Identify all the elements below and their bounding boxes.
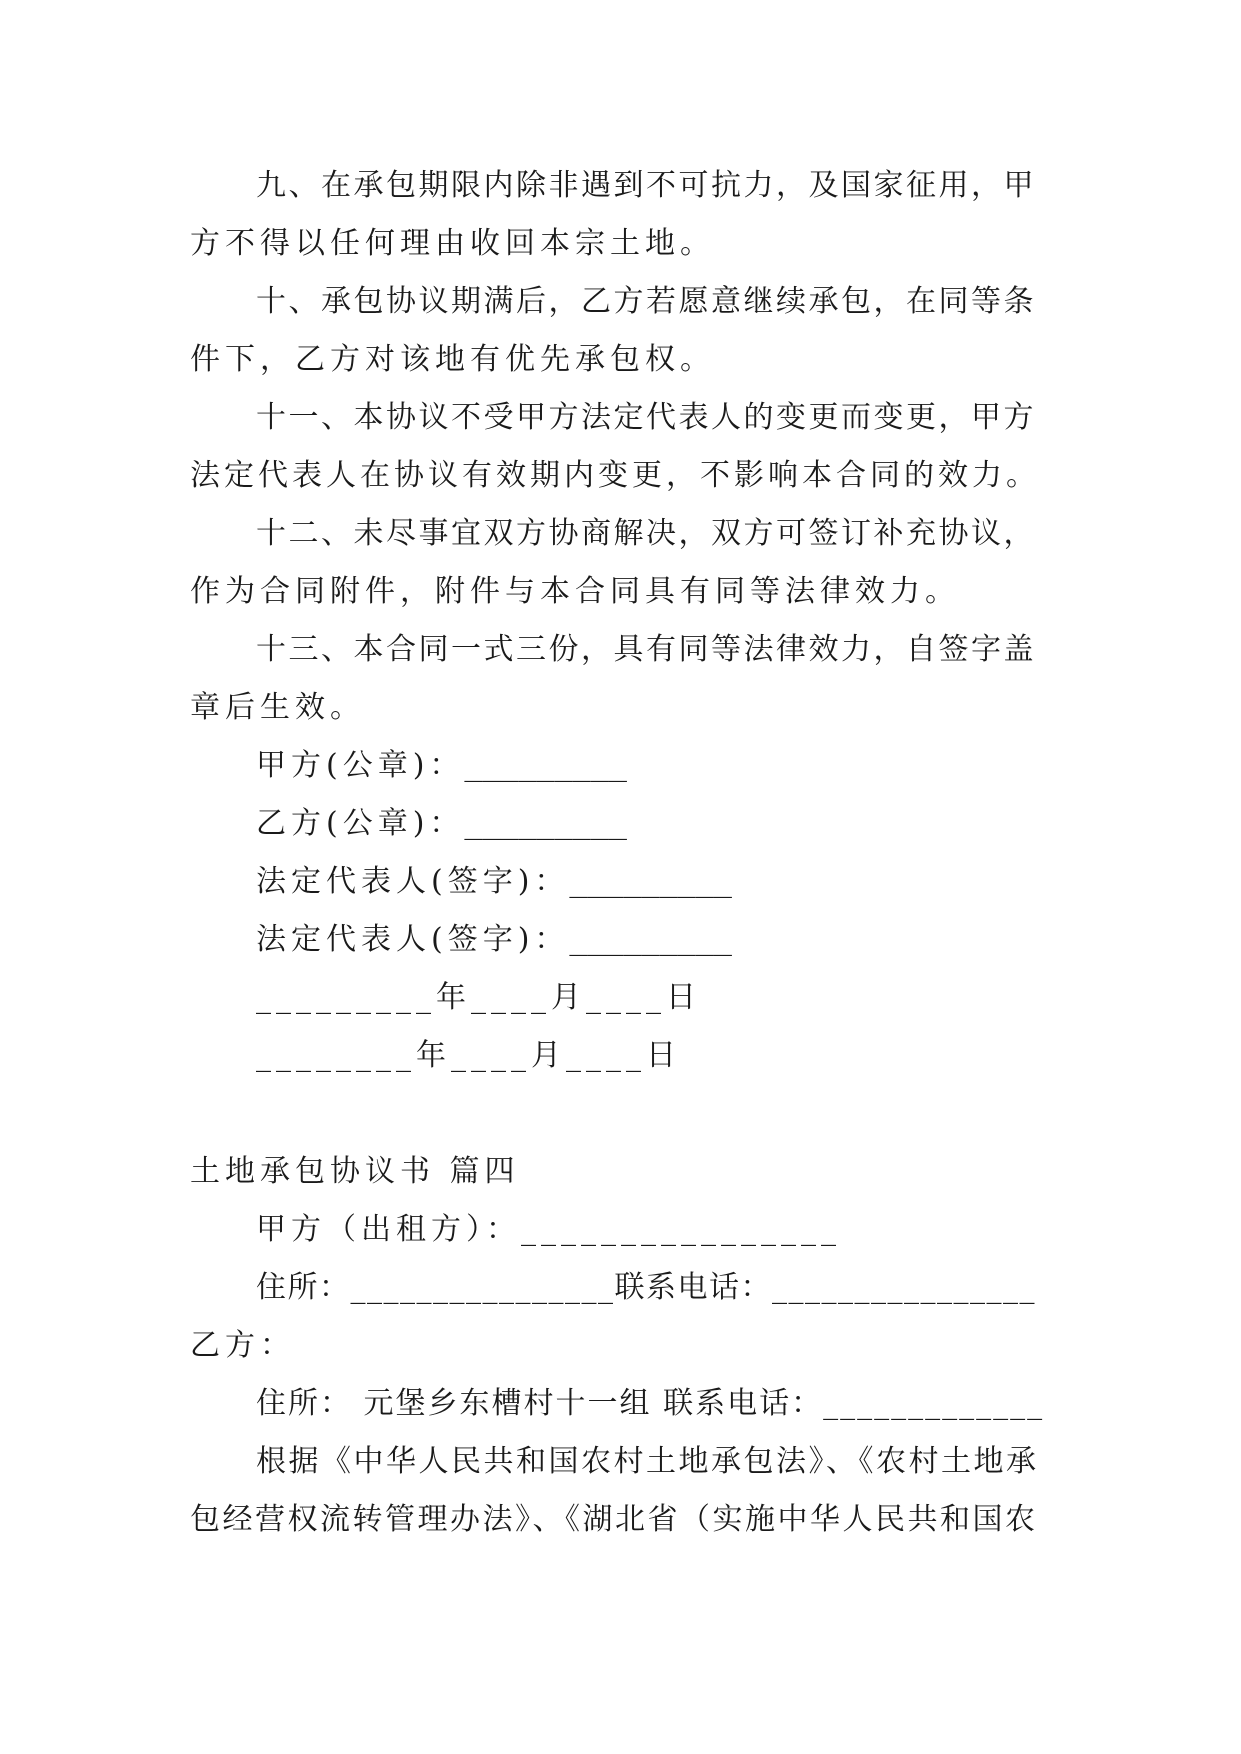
clause-12-line-1: 十二、未尽事宜双方协商解决，双方可签订补充协议， xyxy=(256,516,1036,551)
lessor-line: 甲方（出租方）：________________ xyxy=(256,1212,841,1247)
section-4-title: 土地承包协议书 篇四 xyxy=(190,1154,520,1189)
document-page xyxy=(190,157,1045,1549)
clause-11-line-2: 法定代表人在协议有效期内变更，不影响本合同的效力。 xyxy=(190,458,1040,493)
party-b-seal-label: 乙方(公章)： xyxy=(256,806,465,841)
clause-9-line-2: 方不得以任何理由收回本宗土地。 xyxy=(190,226,715,261)
legal-rep-1-blank: _________ xyxy=(569,864,732,899)
clause-12-line-2: 作为合同附件，附件与本合同具有同等法律效力。 xyxy=(190,574,960,609)
legal-rep-2-label: 法定代表人(签字)： xyxy=(256,922,570,957)
clause-10-line-1: 十、承包协议期满后，乙方若愿意继续承包，在同等条 xyxy=(256,284,1036,319)
clause-13-line-2: 章后生效。 xyxy=(190,690,365,725)
clause-9-line-1: 九、在承包期限内除非遇到不可抗力，及国家征用，甲 xyxy=(256,168,1036,203)
clause-13-line-1: 十三、本合同一式三份，具有同等法律效力，自签字盖 xyxy=(256,632,1036,667)
legal-rep-2-blank: _________ xyxy=(569,922,732,957)
basis-line-1: 根据《中华人民共和国农村土地承包法》、《农村土地承 xyxy=(256,1444,1039,1479)
party-a-seal-label: 甲方(公章)： xyxy=(256,748,465,783)
lessor-address-line: 住所：________________联系电话：________________ xyxy=(256,1270,1036,1305)
legal-rep-1-label: 法定代表人(签字)： xyxy=(256,864,570,899)
party-b-address-line: 住所： 元堡乡东槽村十一组 联系电话：_____________ xyxy=(256,1386,1045,1421)
legal-rep-2-line xyxy=(190,911,1045,969)
basis-line-2: 包经营权流转管理办法》、《湖北省（实施中华人民共和国农 xyxy=(190,1502,1038,1537)
date-line-2: ________年____月____日 xyxy=(256,1038,681,1073)
date-line-1: _________年____月____日 xyxy=(256,980,701,1015)
party-b-line: 乙方： xyxy=(190,1328,295,1363)
legal-rep-1-line xyxy=(190,853,1045,911)
section-spacer xyxy=(190,1085,1045,1143)
party-a-seal-blank: _________ xyxy=(464,748,627,783)
party-a-seal-line xyxy=(190,737,1045,795)
party-b-seal-line xyxy=(190,795,1045,853)
party-b-seal-blank: _________ xyxy=(464,806,627,841)
clause-11-line-1: 十一、本协议不受甲方法定代表人的变更而变更，甲方 xyxy=(256,400,1036,435)
clause-10-line-2: 件下，乙方对该地有优先承包权。 xyxy=(190,342,715,377)
